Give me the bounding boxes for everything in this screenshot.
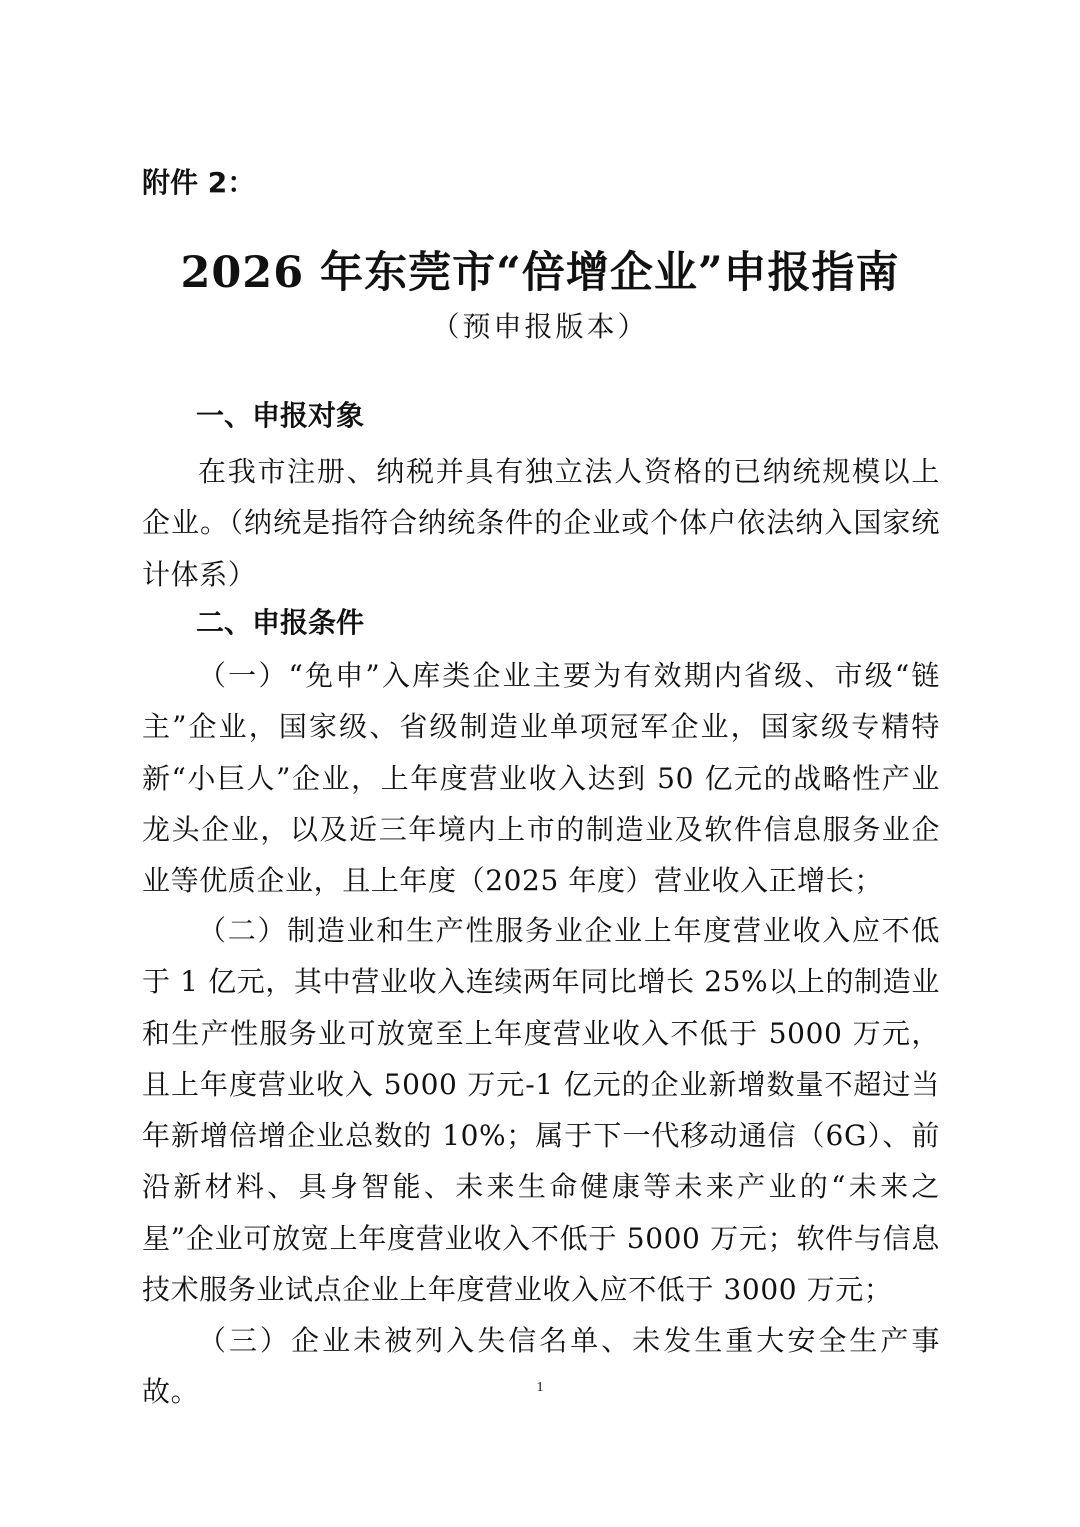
page-title: 2026 年东莞市“倍增企业”申报指南	[180, 248, 900, 298]
paragraph-condition-3: （三）企业未被列入失信名单、未发生重大安全生产事故。	[142, 1324, 940, 1409]
section-heading-applicants: 一、申报对象	[196, 399, 365, 432]
page-subtitle: （预申报版本）	[431, 310, 649, 343]
paragraph-condition-2: （二）制造业和生产性服务业企业上年度营业收入应不低于 1 亿元，其中营业收入连续两年同比增长 25%以上的制造业和生产性服务业可放宽至上年度营业收入不低于 5000 万元，且上年度营业收入 5000 万元-1 亿元的企业新增数量不超过当年新增倍增企业总数的 10%；属于下一代移动通信（6G）、前沿新材料、具身智能、未来生命健康等未来产业的“未来之星”企业可放宽上年度营业收入不低于 5000 万元；软件与信息技术服务业试点企业上年度营业收入应不低于 3000 万元；	[142, 914, 940, 1307]
attachment-label: 附件 2：	[142, 166, 256, 199]
section-heading-conditions: 二、申报条件	[196, 606, 365, 639]
page-number: 1	[536, 1380, 544, 1395]
paragraph-applicants: 在我市注册、纳税并具有独立法人资格的已纳统规模以上企业。（纳统是指符合纳统条件的企业或个体户依法纳入国家统计体系）	[142, 455, 940, 591]
paragraph-condition-1: （一）“免申”入库类企业主要为有效期内省级、市级“链主”企业，国家级、省级制造业单项冠军企业，国家级专精特新“小巨人”企业，上年度营业收入达到 50 亿元的战略性产业龙头企业，以及近三年境内上市的制造业及软件信息服务业企业等优质企业，且上年度（2025 年度）营业收入正增长；	[142, 659, 940, 898]
